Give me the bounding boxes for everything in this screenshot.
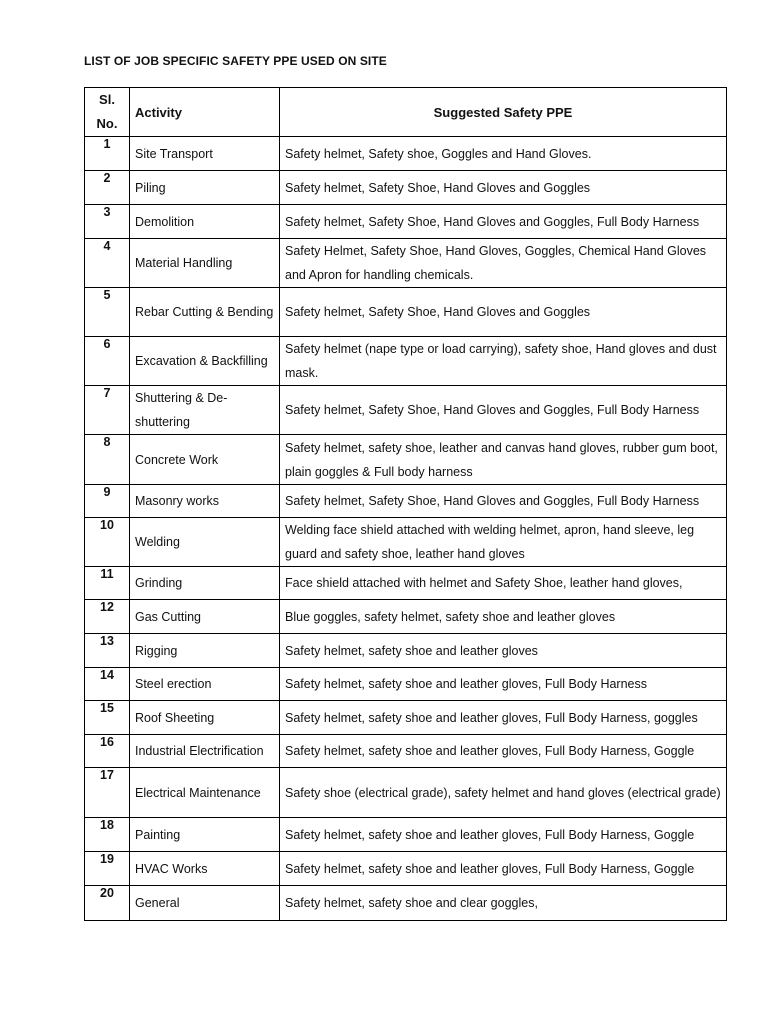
- row-number: 2: [85, 171, 130, 205]
- row-activity: Demolition: [130, 205, 280, 239]
- row-number: 12: [85, 600, 130, 634]
- table-row: [85, 435, 727, 485]
- row-number: 1: [85, 137, 130, 171]
- row-activity: Concrete Work: [130, 435, 280, 485]
- table-row: [85, 701, 727, 735]
- row-suggested-ppe: Safety helmet (nape type or load carrying), safety shoe, Hand gloves and dust mask.: [280, 337, 727, 386]
- row-number: 10: [85, 518, 130, 567]
- row-suggested-ppe: Safety helmet, safety shoe, leather and canvas hand gloves, rubber gum boot, plain goggles & Full body harness: [280, 435, 727, 485]
- table-row: [85, 852, 727, 886]
- table-row: [85, 386, 727, 435]
- row-activity: Gas Cutting: [130, 600, 280, 634]
- header-suggested-ppe: Suggested Safety PPE: [280, 88, 727, 137]
- row-activity: Grinding: [130, 567, 280, 600]
- row-suggested-ppe: Welding face shield attached with welding helmet, apron, hand sleeve, leg guard and safety shoe, leather hand gloves: [280, 518, 727, 567]
- row-number: 13: [85, 634, 130, 668]
- page-title: LIST OF JOB SPECIFIC SAFETY PPE USED ON SITE: [84, 54, 387, 68]
- row-suggested-ppe: Safety helmet, safety shoe and leather gloves, Full Body Harness, Goggle: [280, 818, 727, 852]
- row-number: 6: [85, 337, 130, 386]
- row-number: 20: [85, 886, 130, 921]
- ppe-table: [84, 87, 727, 921]
- row-number: 17: [85, 768, 130, 818]
- row-number: 5: [85, 288, 130, 337]
- table-row: [85, 634, 727, 668]
- row-activity: Welding: [130, 518, 280, 567]
- row-number: 3: [85, 205, 130, 239]
- row-number: 8: [85, 435, 130, 485]
- row-suggested-ppe: Safety helmet, Safety Shoe, Hand Gloves and Goggles: [280, 171, 727, 205]
- table-row: [85, 337, 727, 386]
- row-activity: Site Transport: [130, 137, 280, 171]
- table-row: [85, 288, 727, 337]
- row-activity: Roof Sheeting: [130, 701, 280, 735]
- row-activity: Industrial Electrification: [130, 735, 280, 768]
- row-activity: Rigging: [130, 634, 280, 668]
- table-row: [85, 485, 727, 518]
- row-suggested-ppe: Face shield attached with helmet and Safety Shoe, leather hand gloves,: [280, 567, 727, 600]
- table-row: [85, 239, 727, 288]
- table-row: [85, 735, 727, 768]
- row-activity: Painting: [130, 818, 280, 852]
- row-suggested-ppe: Safety helmet, safety shoe and leather gloves, Full Body Harness, goggles: [280, 701, 727, 735]
- table-row: [85, 567, 727, 600]
- table-row: [85, 818, 727, 852]
- row-number: 7: [85, 386, 130, 435]
- row-activity: Piling: [130, 171, 280, 205]
- row-suggested-ppe: Safety helmet, Safety shoe, Goggles and Hand Gloves.: [280, 137, 727, 171]
- row-suggested-ppe: Safety helmet, Safety Shoe, Hand Gloves and Goggles: [280, 288, 727, 337]
- header-activity: Activity: [130, 88, 280, 137]
- table-row: [85, 518, 727, 567]
- row-number: 19: [85, 852, 130, 886]
- row-activity: Rebar Cutting & Bending: [130, 288, 280, 337]
- table-row: [85, 886, 727, 921]
- row-suggested-ppe: Safety helmet, Safety Shoe, Hand Gloves and Goggles, Full Body Harness: [280, 485, 727, 518]
- row-suggested-ppe: Safety helmet, Safety Shoe, Hand Gloves and Goggles, Full Body Harness: [280, 205, 727, 239]
- table-row: [85, 205, 727, 239]
- row-suggested-ppe: Safety shoe (electrical grade), safety helmet and hand gloves (electrical grade): [280, 768, 727, 818]
- header-sl-no: Sl. No.: [85, 88, 130, 137]
- row-activity: Excavation & Backfilling: [130, 337, 280, 386]
- row-suggested-ppe: Safety helmet, safety shoe and leather gloves, Full Body Harness, Goggle: [280, 735, 727, 768]
- row-number: 9: [85, 485, 130, 518]
- row-activity: Masonry works: [130, 485, 280, 518]
- row-suggested-ppe: Safety helmet, Safety Shoe, Hand Gloves and Goggles, Full Body Harness: [280, 386, 727, 435]
- table-row: [85, 668, 727, 701]
- row-suggested-ppe: Safety helmet, safety shoe and leather gloves: [280, 634, 727, 668]
- table-row: [85, 768, 727, 818]
- row-activity: HVAC Works: [130, 852, 280, 886]
- row-suggested-ppe: Safety helmet, safety shoe and leather gloves, Full Body Harness, Goggle: [280, 852, 727, 886]
- row-number: 11: [85, 567, 130, 600]
- row-number: 4: [85, 239, 130, 288]
- table-row: [85, 171, 727, 205]
- row-suggested-ppe: Blue goggles, safety helmet, safety shoe and leather gloves: [280, 600, 727, 634]
- row-number: 16: [85, 735, 130, 768]
- row-number: 15: [85, 701, 130, 735]
- row-activity: General: [130, 886, 280, 921]
- row-number: 18: [85, 818, 130, 852]
- row-suggested-ppe: Safety helmet, safety shoe and leather gloves, Full Body Harness: [280, 668, 727, 701]
- row-suggested-ppe: Safety Helmet, Safety Shoe, Hand Gloves, Goggles, Chemical Hand Gloves and Apron for handling chemicals.: [280, 239, 727, 288]
- table-body: [85, 137, 727, 921]
- row-activity: Steel erection: [130, 668, 280, 701]
- row-activity: Material Handling: [130, 239, 280, 288]
- row-suggested-ppe: Safety helmet, safety shoe and clear goggles,: [280, 886, 727, 921]
- row-activity: Shuttering & De-shuttering: [130, 386, 280, 435]
- row-activity: Electrical Maintenance: [130, 768, 280, 818]
- row-number: 14: [85, 668, 130, 701]
- table-row: [85, 137, 727, 171]
- table-header-row: [85, 88, 727, 137]
- table-row: [85, 600, 727, 634]
